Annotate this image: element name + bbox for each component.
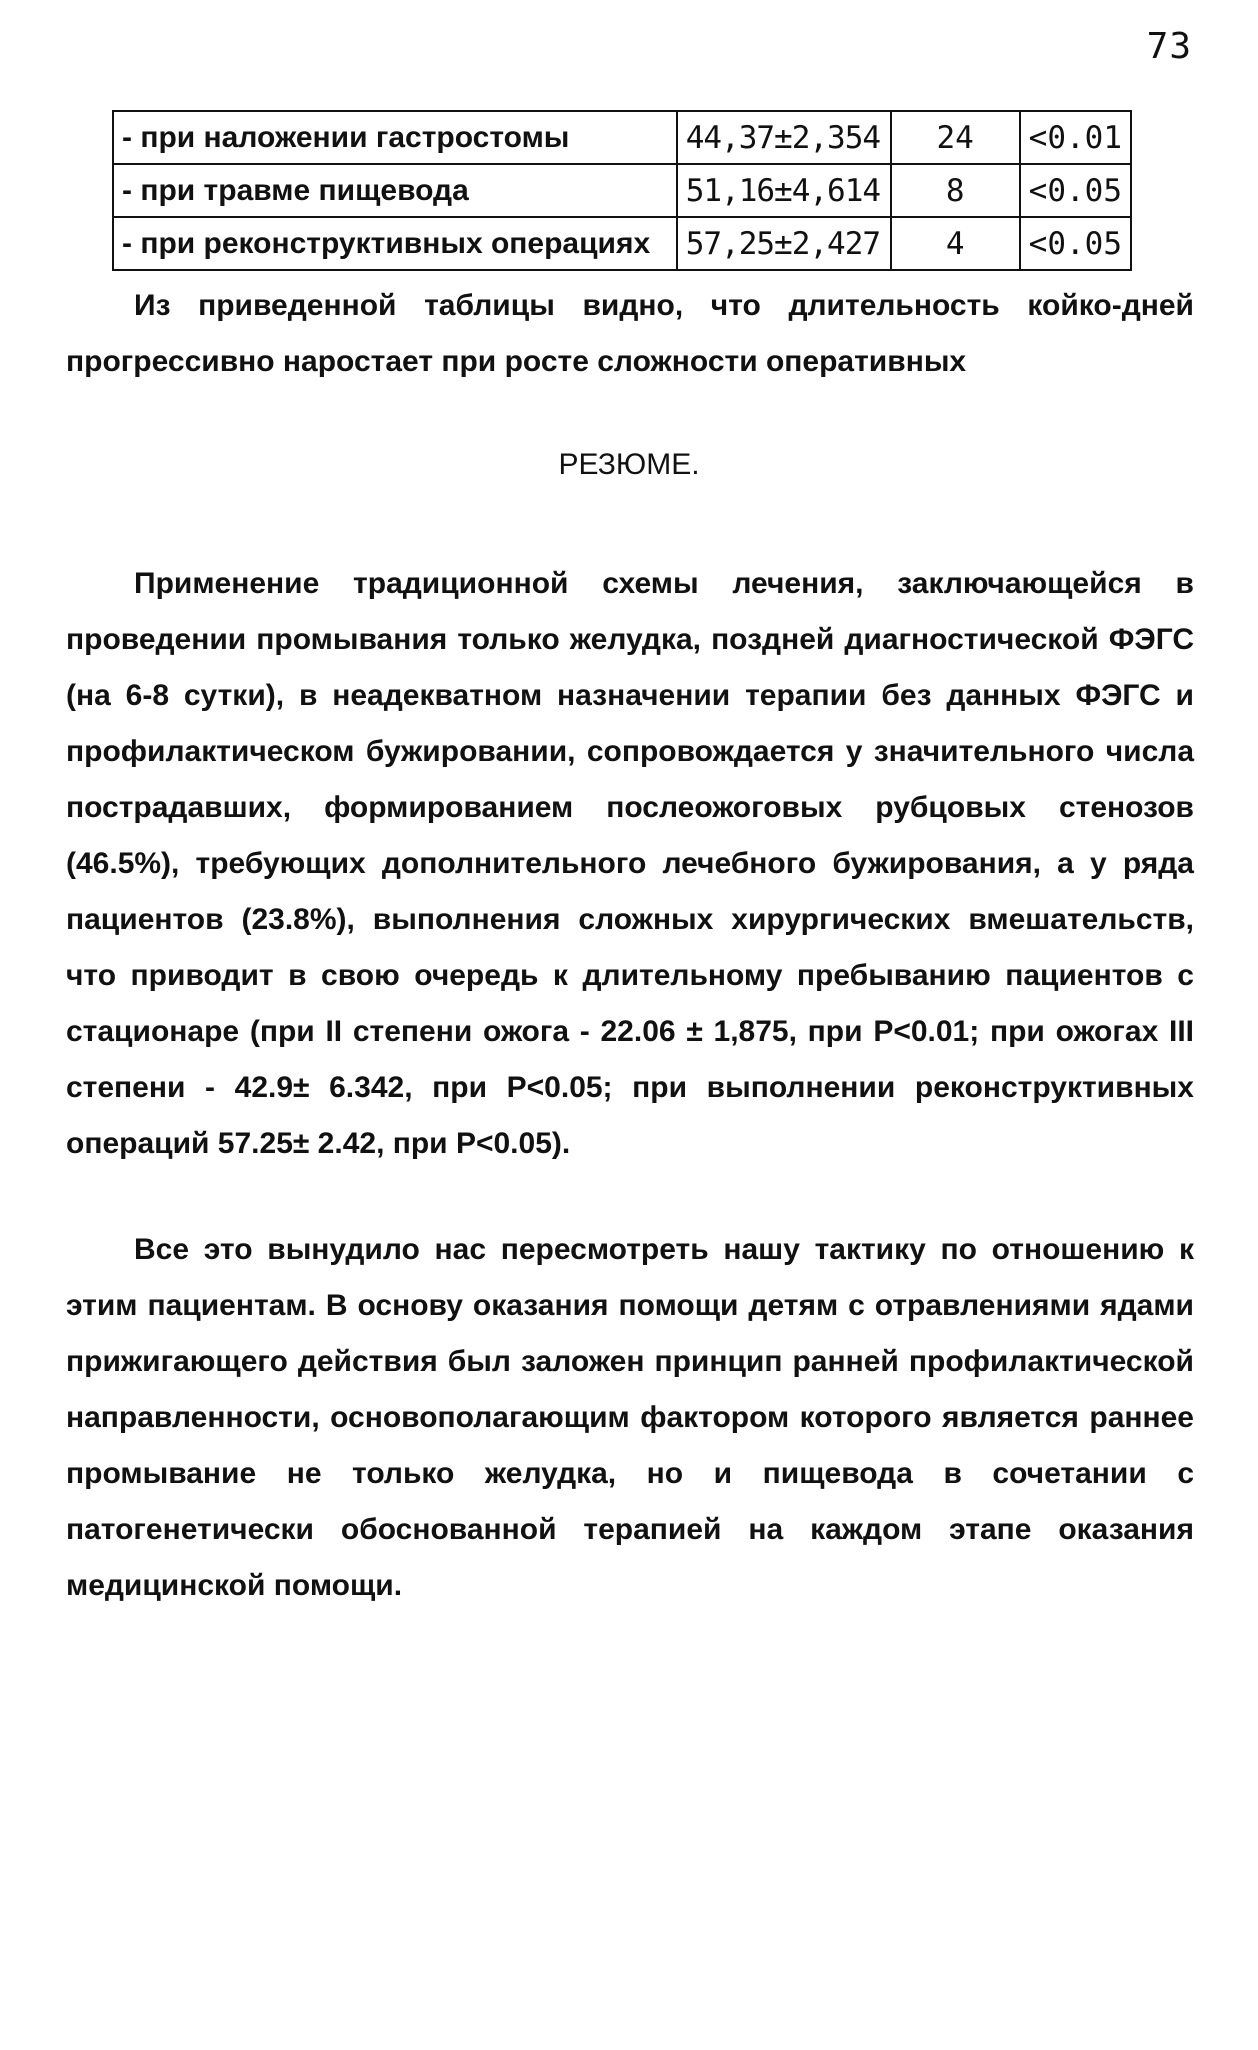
row-mean: 51,16±4,614	[677, 164, 891, 217]
table-row	[113, 111, 1131, 164]
conclusion-paragraph: Все это вынудило нас пересмотреть нашу тактику по отношению к этим пациентам. В основу оказания помощи детям с отравлениями ядами прижигающего действия был заложен принцип ранней профилактической направленности, основополагающим фактором которого является раннее промывание не только желудка, но и пищевода в сочетании с патогенетически обоснованной терапией на каждом этапе оказания медицинской помощи.	[66, 1233, 1194, 1602]
row-mean: 44,37±2,354	[677, 111, 891, 164]
row-p-value: <0.01	[1020, 111, 1131, 164]
row-mean: 57,25±2,427	[677, 217, 891, 270]
row-count: 4	[891, 217, 1020, 270]
table-row	[113, 164, 1131, 217]
intro-paragraph: Из приведенной таблицы видно, что длительность койко-дней прогрессивно наростает при росте сложности оперативных	[66, 289, 1194, 378]
row-label: - при травме пищевода	[113, 164, 677, 217]
row-p-value: <0.05	[1020, 164, 1131, 217]
row-label: - при реконструктивных операциях	[113, 217, 677, 270]
table-row	[113, 217, 1131, 270]
section-heading: РЕЗЮМЕ.	[558, 448, 700, 481]
data-table	[112, 110, 1132, 271]
row-label: - при наложении гастростомы	[113, 111, 677, 164]
row-count: 24	[891, 111, 1020, 164]
row-count: 8	[891, 164, 1020, 217]
row-p-value: <0.05	[1020, 217, 1131, 270]
page-number: 73	[1146, 26, 1192, 67]
summary-paragraph: Применение традиционной схемы лечения, заключающейся в проведении промывания только желудка, поздней диагностической ФЭГС (на 6-8 сутки), в неадекватном назначении терапии без данных ФЭГС и профилактическом бужировании, сопровождается у значительного числа пострадавших, формированием послеожоговых рубцовых стенозов (46.5%), требующих дополнительного лечебного бужирования, а у ряда пациентов (23.8%), выполнения сложных хирургических вмешательств, что приводит в свою очередь к длительному пребыванию пациентов с стационаре (при II степени ожога - 22.06 ± 1,875, при P<0.01; при ожогах III степени - 42.9± 6.342, при P<0.05; при выполнении реконструктивных операций 57.25± 2.42, при P<0.05).	[66, 567, 1194, 1160]
